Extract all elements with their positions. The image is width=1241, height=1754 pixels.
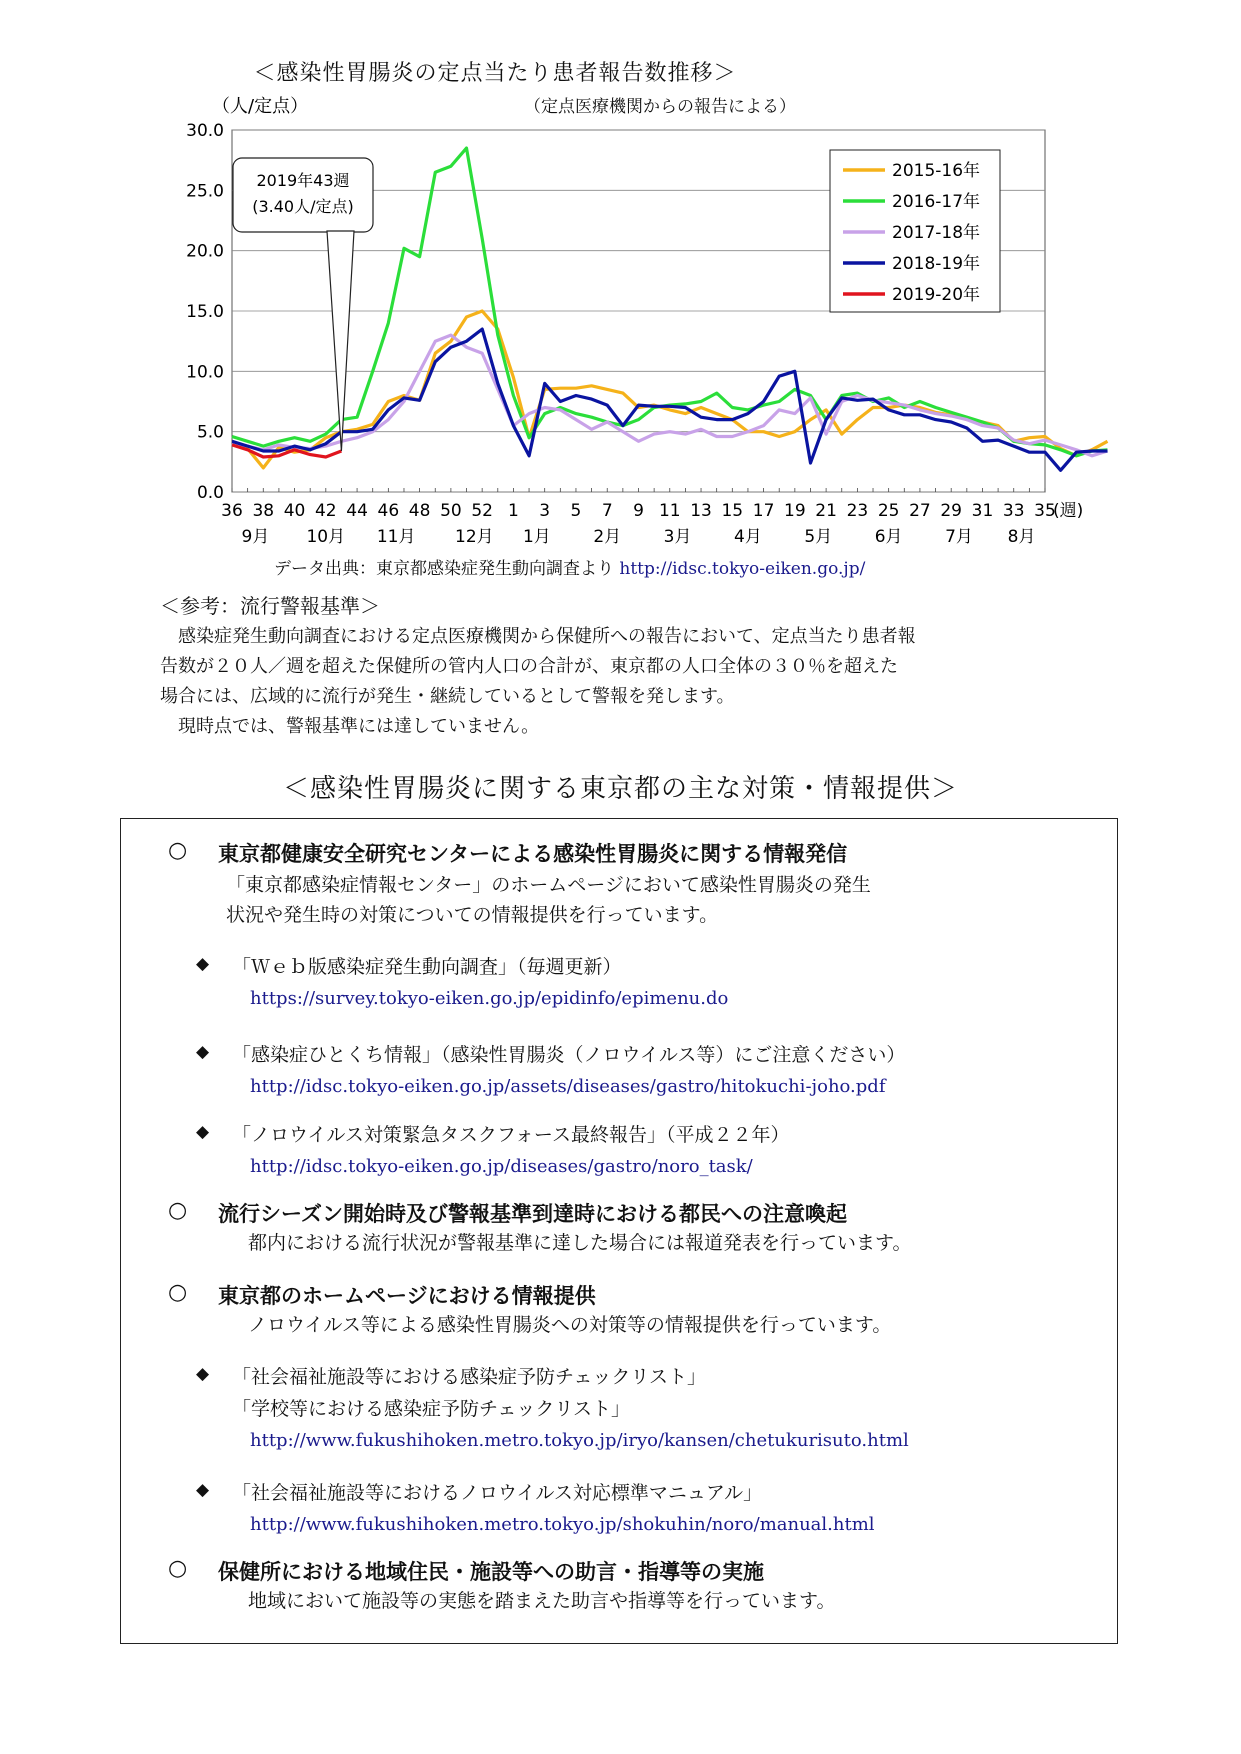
s1-bullet-1-text: 「Ｗｅｂ版感染症発生動向調査」（毎週更新） bbox=[232, 956, 622, 978]
chart-legend bbox=[830, 150, 1000, 312]
s3-bullet-1-text-2: 「学校等における感染症予防チェックリスト」 bbox=[232, 1398, 631, 1420]
month-label: 9月 bbox=[241, 527, 270, 547]
reference-heading: ＜参考：流行警報基準＞ bbox=[160, 594, 380, 618]
section-1-desc-1: 「東京都感染症情報センター」のホームページにおいて感染性胃腸炎の発生 bbox=[226, 874, 871, 896]
section-2-title: 流行シーズン開始時及び警報基準到達時における都民への注意喚起 bbox=[218, 1202, 847, 1226]
x-tick-label: 23 bbox=[846, 501, 869, 521]
y-tick-label: 25.0 bbox=[186, 181, 224, 202]
section-3-desc: ノロウイルス等による感染性胃腸炎への対策等の情報提供を行っています。 bbox=[248, 1314, 892, 1336]
x-tick-label: 40 bbox=[283, 501, 306, 521]
y-tick-label: 5.0 bbox=[196, 422, 224, 443]
y-tick-label: 0.0 bbox=[196, 483, 224, 503]
diamond-icon: ◆ bbox=[196, 1122, 210, 1142]
x-tick-label: 44 bbox=[346, 501, 368, 521]
x-tick-label: 50 bbox=[440, 501, 462, 521]
x-tick-label: 31 bbox=[971, 501, 994, 521]
section-3-title: 東京都のホームページにおける情報提供 bbox=[218, 1284, 596, 1308]
callout-week: 2019年43週 bbox=[256, 171, 350, 190]
diamond-icon: ◆ bbox=[196, 1480, 210, 1500]
y-tick-label: 15.0 bbox=[186, 302, 224, 322]
reference-line-2: 告数が２０人／週を超えた保健所の管内人口の合計が、東京都の人口全体の３０％を超えた bbox=[160, 656, 898, 677]
y-tick-label: 10.0 bbox=[186, 362, 224, 383]
x-tick-label: 13 bbox=[690, 501, 712, 521]
chart-callout bbox=[233, 158, 373, 451]
s3-bullet-1-text-1: 「社会福祉施設等における感染症予防チェックリスト」 bbox=[232, 1366, 707, 1388]
month-label: 2月 bbox=[593, 527, 622, 547]
month-label: 11月 bbox=[376, 527, 416, 547]
x-tick-label: 35 bbox=[1034, 501, 1056, 521]
s1-bullet-3-link[interactable]: http://idsc.tokyo-eiken.go.jp/diseases/gastro/noro_task/ bbox=[250, 1156, 753, 1177]
callout-box bbox=[233, 158, 373, 232]
x-tick-label: 3 bbox=[539, 501, 551, 521]
x-tick-label: 19 bbox=[784, 501, 806, 521]
month-label: 6月 bbox=[874, 527, 903, 547]
x-tick-label: 17 bbox=[752, 501, 775, 521]
chart-source bbox=[274, 554, 865, 579]
section-1-title: 東京都健康安全研究センターによる感染性胃腸炎に関する情報発信 bbox=[218, 842, 848, 866]
s1-bullet-1-link[interactable]: https://survey.tokyo-eiken.go.jp/epidinfo/epimenu.do bbox=[250, 988, 729, 1009]
x-tick-label: 48 bbox=[408, 501, 431, 521]
x-tick-label: 46 bbox=[377, 501, 400, 521]
month-label: 1月 bbox=[522, 527, 551, 547]
x-tick-label: 52 bbox=[471, 501, 493, 521]
legend-label: 2019-20年 bbox=[892, 285, 981, 305]
reference-line-1: 感染症発生動向調査における定点医療機関から保健所への報告において、定点当たり患者報 bbox=[178, 626, 916, 647]
reference-line-4: 現時点では、警報基準には達していません。 bbox=[178, 716, 540, 737]
x-tick-label: 29 bbox=[940, 501, 963, 521]
x-tick-label: 5 bbox=[570, 501, 582, 521]
reference-body bbox=[160, 622, 1090, 742]
section-1-circle-icon: ○ bbox=[168, 838, 188, 863]
legend-label: 2016-17年 bbox=[892, 192, 981, 212]
legend-label: 2015-16年 bbox=[892, 161, 981, 181]
x-tick-label: 11 bbox=[658, 501, 681, 521]
x-tick-label: 36 bbox=[221, 501, 243, 521]
s3-bullet-2-text: 「社会福祉施設等におけるノロウイルス対応標準マニュアル」 bbox=[232, 1482, 763, 1504]
s3-bullet-2-link[interactable]: http://www.fukushihoken.metro.tokyo.jp/shokuhin/noro/manual.html bbox=[250, 1514, 875, 1535]
x-tick-label: 21 bbox=[815, 501, 837, 521]
s1-bullet-2-link[interactable]: http://idsc.tokyo-eiken.go.jp/assets/diseases/gastro/hitokuchi-joho.pdf bbox=[250, 1076, 886, 1097]
callout-value: (3.40人/定点) bbox=[252, 197, 354, 216]
s1-bullet-2-text: 「感染症ひとくち情報」（感染性胃腸炎（ノロウイルス等）にご注意ください） bbox=[232, 1044, 906, 1066]
x-tick-label: 9 bbox=[633, 501, 644, 521]
month-label: 12月 bbox=[455, 527, 494, 547]
section-2-desc: 都内における流行状況が警報基準に達した場合には報道発表を行っています。 bbox=[248, 1232, 912, 1254]
x-tick-label: 33 bbox=[1002, 501, 1025, 521]
x-tick-label: 1 bbox=[508, 501, 519, 521]
section-4-circle-icon: ○ bbox=[168, 1556, 188, 1581]
diamond-icon: ◆ bbox=[196, 1042, 210, 1062]
source-link[interactable]: http://idsc.tokyo-eiken.go.jp/ bbox=[619, 559, 866, 579]
x-tick-label: 38 bbox=[252, 501, 275, 521]
diamond-icon: ◆ bbox=[196, 954, 210, 974]
month-label: 4月 bbox=[734, 527, 762, 547]
legend-label: 2018-19年 bbox=[892, 254, 981, 274]
month-label: 3月 bbox=[663, 527, 692, 547]
legend-label: 2017-18年 bbox=[892, 223, 981, 243]
x-tick-label: 15 bbox=[721, 501, 744, 521]
reference-line-3: 場合には、広域的に流行が発生・継続しているとして警報を発します。 bbox=[160, 686, 735, 707]
month-label: 7月 bbox=[945, 527, 973, 547]
y-axis-unit: （人/定点） bbox=[212, 96, 309, 117]
s1-bullet-3-text: 「ノロウイルス対策緊急タスクフォース最終報告」（平成２２年） bbox=[232, 1124, 790, 1146]
section-4-title: 保健所における地域住民・施設等への助言・指導等の実施 bbox=[218, 1560, 764, 1584]
section-2-circle-icon: ○ bbox=[168, 1198, 188, 1223]
x-tick-label: 27 bbox=[909, 501, 931, 521]
month-label: 8月 bbox=[1007, 527, 1036, 547]
section-1-desc-2: 状況や発生時の対策についての情報提供を行っています。 bbox=[226, 904, 719, 926]
source-label: データ出典：東京都感染症発生動向調査より bbox=[274, 559, 614, 579]
x-tick-label: 25 bbox=[877, 501, 900, 521]
measures-heading: ＜感染性胃腸炎に関する東京都の主な対策・情報提供＞ bbox=[282, 774, 958, 804]
month-label: 5月 bbox=[804, 527, 833, 547]
y-tick-label: 20.0 bbox=[186, 241, 224, 262]
x-tick-label: 42 bbox=[314, 501, 337, 521]
x-tick-label: 7 bbox=[601, 501, 613, 521]
line-chart bbox=[0, 0, 1241, 560]
diamond-icon: ◆ bbox=[196, 1364, 210, 1384]
s3-bullet-1-link[interactable]: http://www.fukushihoken.metro.tokyo.jp/iryo/kansen/chetukurisuto.html bbox=[250, 1430, 909, 1451]
x-axis-unit: (週) bbox=[1053, 501, 1084, 521]
chart-subtitle: （定点医療機関からの報告による） bbox=[524, 97, 796, 117]
month-label: 10月 bbox=[306, 527, 346, 547]
section-4-desc: 地域において施設等の実態を踏まえた助言や指導等を行っています。 bbox=[248, 1590, 836, 1612]
y-tick-label: 30.0 bbox=[186, 121, 224, 141]
series-line-2015-16年 bbox=[232, 311, 1108, 468]
section-3-circle-icon: ○ bbox=[168, 1280, 188, 1305]
chart-title: ＜感染性胃腸炎の定点当たり患者報告数推移＞ bbox=[253, 61, 737, 86]
